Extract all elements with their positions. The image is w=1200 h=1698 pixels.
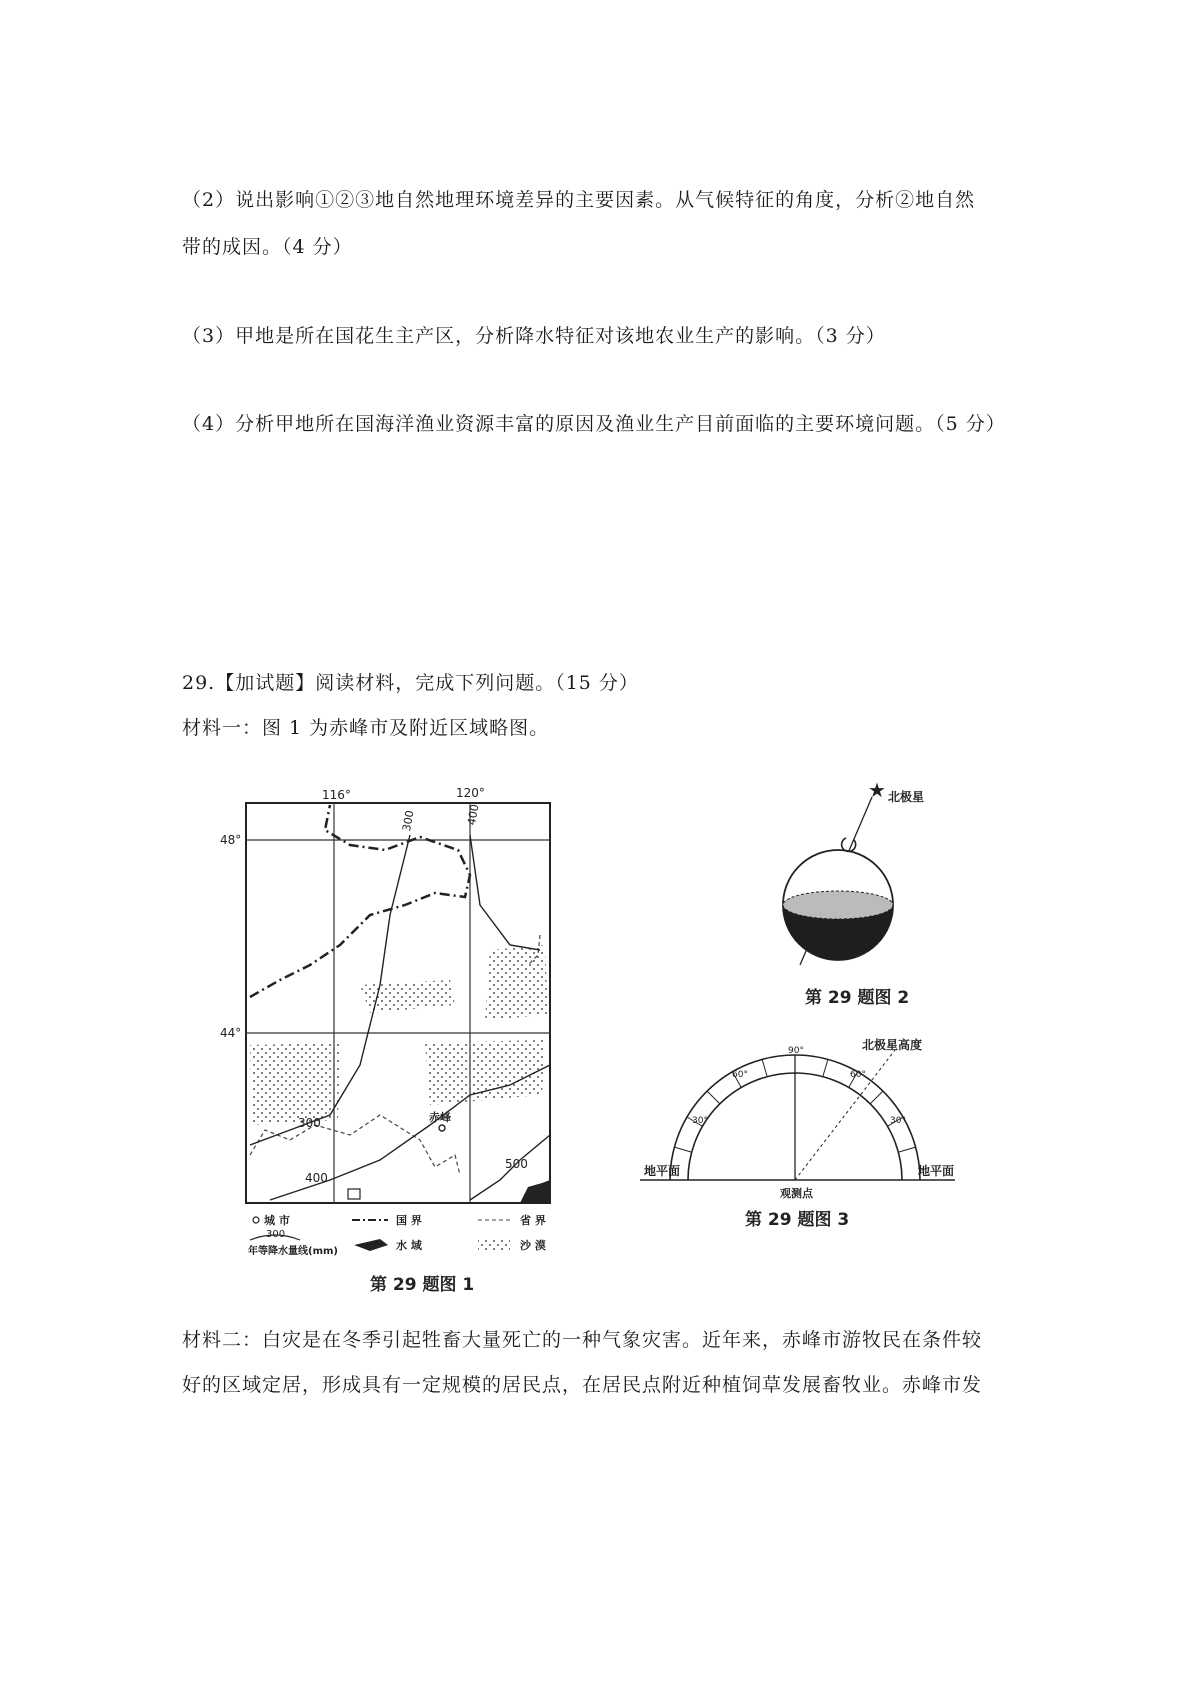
legend-isohyet-value: 300 [266, 1229, 286, 1240]
question-29-heading: 29.【加试题】阅读材料，完成下列问题。（15 分） [182, 672, 639, 694]
legend-city-label: 城 市 [264, 1214, 290, 1227]
polaris-altitude-label: 北极星高度 [862, 1038, 923, 1052]
lat-44-label: 44° [220, 1026, 242, 1040]
national-border-line [250, 805, 470, 997]
lon-116-label: 116° [322, 788, 351, 802]
desert-area-2 [485, 945, 548, 1020]
equator-plane [783, 891, 893, 919]
legend-provincial-border-label: 省 界 [520, 1214, 546, 1227]
figure-1-map [220, 775, 600, 1315]
question-2-line-1: （2）说出影响①②③地自然地理环境差异的主要因素。从气候特征的角度，分析②地自然 [182, 189, 976, 211]
deg-90-label: 90° [788, 1046, 804, 1056]
legend-national-border-label: 国 界 [396, 1214, 422, 1227]
globe-svg [740, 775, 980, 1015]
question-2-line-2: 带的成因。（4 分） [182, 236, 353, 258]
desert-area-3 [250, 1043, 340, 1125]
polaris-label: 北极星 [888, 790, 925, 804]
deg-30-left-label: 30° [692, 1116, 708, 1126]
city-marker [439, 1125, 445, 1131]
legend-city-icon [253, 1217, 259, 1223]
figure-1-caption: 第 29 题图 1 [370, 1275, 475, 1295]
lat-48-label: 48° [220, 833, 242, 847]
isohyet-300-top-label: 300 [400, 809, 417, 833]
isohyet-300-label: 300 [298, 1116, 321, 1130]
desert-area-4 [425, 1040, 545, 1105]
star-icon: ★ [868, 778, 886, 802]
figure-2-globe [740, 775, 980, 1015]
material-2-line-2: 好的区域定居，形成具有一定规模的居民点，在居民点附近种植饲草发展畜牧业。赤峰市发 [182, 1374, 983, 1396]
isohyet-400-north [470, 835, 540, 950]
legend-water-icon [354, 1239, 388, 1251]
provincial-border-line [250, 1115, 460, 1175]
legend-water-label: 水 域 [396, 1239, 422, 1252]
material-1-text: 材料一：图 1 为赤峰市及附近区域略图。 [182, 717, 550, 739]
water-body [520, 1180, 550, 1203]
observer-label: 观测点 [780, 1187, 813, 1200]
isohyet-400-label: 400 [305, 1171, 328, 1185]
figure-2-caption: 第 29 题图 2 [805, 988, 910, 1008]
question-4: （4）分析甲地所在国海洋渔业资源丰富的原因及渔业生产目前面临的主要环境问题。（5 分） [182, 413, 1006, 435]
legend-isohyet-label: 年等降水量线(mm) [248, 1246, 338, 1257]
city-label: 赤峰 [429, 1111, 451, 1124]
isohyet-400-top-label: 400 [465, 803, 482, 827]
question-3: （3）甲地是所在国花生主产区，分析降水特征对该地农业生产的影响。（3 分） [182, 325, 886, 347]
deg-60-right-label: 60° [850, 1070, 866, 1080]
map-svg [220, 775, 600, 1315]
small-rect-mark [348, 1189, 360, 1199]
legend-desert-label: 沙 漠 [520, 1239, 546, 1252]
horizon-right-label: 地平面 [918, 1164, 955, 1178]
material-2-line-1: 材料二：白灾是在冬季引起牲畜大量死亡的一种气象灾害。近年来，赤峰市游牧民在条件较 [182, 1329, 983, 1351]
figure-3-semicircle [640, 1035, 1000, 1275]
deg-60-left-label: 60° [732, 1070, 748, 1080]
semicircle-svg [640, 1035, 1000, 1275]
legend-desert-icon [478, 1239, 510, 1251]
lon-120-label: 120° [456, 786, 485, 800]
isohyet-500-label: 500 [505, 1157, 528, 1171]
map-legend [248, 1213, 546, 1257]
deg-30-right-label: 30° [890, 1116, 906, 1126]
horizon-left-label: 地平面 [644, 1164, 681, 1178]
figure-3-caption: 第 29 题图 3 [745, 1210, 850, 1230]
